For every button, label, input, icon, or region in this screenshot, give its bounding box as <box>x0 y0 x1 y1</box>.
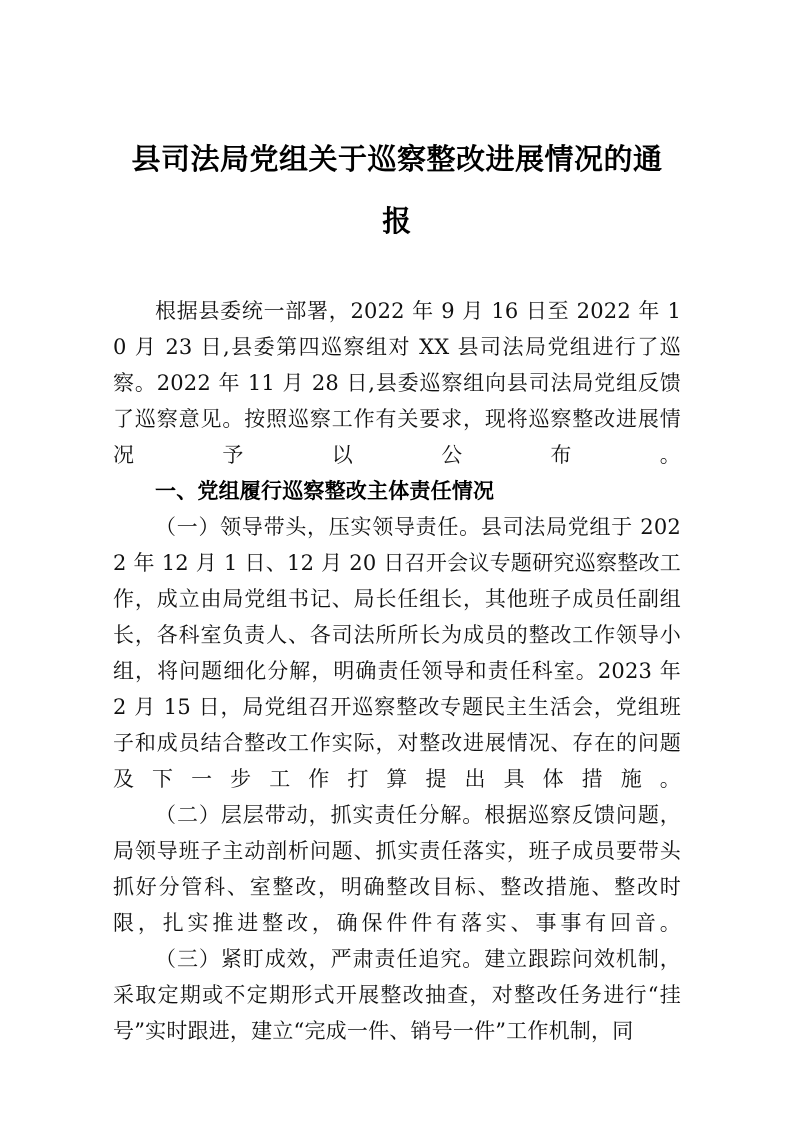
paragraph-section1-item3: （三）紧盯成效，严肃责任追究。建立跟踪问效机制，采取定期或不定期形式开展整改抽查，对整改任务进行“挂号”实时跟进，建立“完成一件、销号一件”工作机制，同 <box>113 947 681 1043</box>
page-title-line-2: 报 <box>382 204 412 238</box>
paragraph-preamble: 根据县委统一部署，2022 年 9 月 16 日至 2022 年 10 月 23 日,县委第四巡察组对 XX 县司法局党组进行了巡察。2022 年 11 月 28 日,县委巡察组向县司法局党组反馈了巡察意见。按照巡察工作有关要求，现将巡察整改进展情况予以公布。 <box>113 299 681 467</box>
page-title-line-1: 县司法局党组关于巡察整改进展情况的通 <box>131 142 663 176</box>
document-body <box>113 293 681 1049</box>
paragraph-section1-item2: （二）层层带动，抓实责任分解。根据巡察反馈问题，局领导班子主动剖析问题、抓实责任落实，班子成员要带头抓好分管科、室整改，明确整改目标、整改措施、整改时限，扎实推进整改，确保件件有落实、事事有回音。 <box>113 803 681 935</box>
document-content <box>113 0 681 1049</box>
section-heading-1: 一、党组履行巡察整改主体责任情况 <box>155 479 495 503</box>
page-title <box>113 0 681 252</box>
paragraph-section1-item1: （一）领导带头，压实领导责任。县司法局党组于 2022 年 12 月 1 日、12 月 20 日召开会议专题研究巡察整改工作，成立由局党组书记、局长任组长，其他班子成员任副组长，各科室负责人、各司法所所长为成员的整改工作领导小组，将问题细化分解，明确责任领导和责任科室。2023 年 2 月 15 日，局党组召开巡察整改专题民主生活会，党组班子和成员结合整改工作实际，对整改进展情况、存在的问题及下一步工作打算提出具体措施。 <box>113 515 681 791</box>
